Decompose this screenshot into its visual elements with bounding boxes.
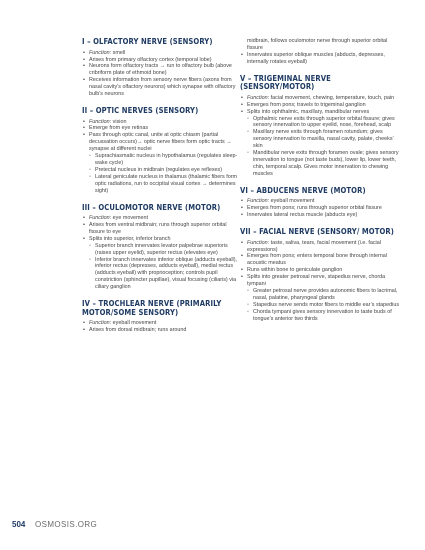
bullet-item [82, 63, 242, 77]
sub-bullet-item: ◦ Greater petrosal nerve provides autonomic fibers to lacrimal, nasal, palatine, pharyngeal glands [247, 288, 400, 302]
section-title: VII – FACIAL NERVE (SENSORY/ MOTOR) [240, 227, 394, 236]
sub-bullet-item: ◦ Maxillary nerve exits through foramen rotundum; gives sensory innervation to maxilla, nasal cavity, palate, cheeks’ skin [247, 129, 400, 150]
bullet-item [82, 215, 242, 222]
function-label: Function [247, 94, 268, 101]
bullet-text: Arises from ventral midbrain; runs through superior orbital fissure to eye [89, 222, 227, 235]
bullet-text: Receives information from sensory nerve fibers (axons from nasal cavity’s olfactory neurons) which synapse with olfactory bulb’s neurons [89, 77, 236, 98]
bullet-item [82, 50, 242, 57]
bullet-item [240, 212, 400, 219]
section [240, 187, 400, 219]
bullet-item [240, 109, 400, 178]
bullet-text: : facial movement, chewing, temperature, touch, pain [267, 94, 395, 101]
bullet-text: Splits into superior, inferior branch [89, 235, 171, 242]
bullet-list [240, 198, 400, 219]
left-column [82, 38, 242, 343]
section [82, 38, 242, 98]
section [82, 107, 242, 195]
bullet-text: Emerges from pons; enters temporal bone through internal acoustic meatus [247, 253, 387, 267]
bullet-text: : smell [109, 49, 126, 56]
bullet-item [82, 236, 242, 291]
bullet-text: Innervates lateral rectus muscle (abducts eye) [247, 212, 358, 219]
bullet-item [240, 52, 400, 66]
bullet-text: : taste, saliva, tears, facial movement (i.e. facial expressions) [247, 239, 381, 253]
bullet-list [240, 95, 400, 178]
sub-bullet-item: ◦ Mandibular nerve exits through foramen ovale; gives sensory innervation to tongue (not taste buds), lower lip, lower teeth, chin, temporal scalp. Gives motor innervation to chewing muscles [247, 150, 400, 178]
section-title: II – OPTIC NERVES (SENSORY) [82, 105, 199, 115]
bullet-list [240, 52, 400, 66]
function-label: Function [89, 320, 110, 327]
bullet-text: Runs within bone to geniculate ganglion [247, 267, 343, 274]
bullet-text: Splits into ophthalmic, maxillary, mandibular nerves [247, 108, 370, 115]
bullet-text: Emerges from pons; travels to trigeminal ganglion [247, 101, 366, 108]
section-title: V – TRIGEMINAL NERVE (SENSORY/MOTOR) [240, 73, 331, 92]
sub-bullet-list [89, 153, 242, 194]
bullet-list [82, 50, 242, 98]
bullet-list [82, 215, 242, 291]
bullet-item [240, 267, 400, 274]
bullet-text: Innervates superior oblique muscles (abducts, depresses, internally rotates eyeball) [247, 51, 385, 65]
sub-bullet-list [247, 288, 400, 323]
sub-bullet-item: ◦ Chorda tympani gives sensory innervation to taste buds of tongue’s anterior two thirds [247, 309, 400, 323]
sub-bullet-list [247, 116, 400, 178]
bullet-list [82, 320, 242, 334]
section [240, 38, 400, 66]
function-label: Function [247, 198, 268, 205]
bullet-text: Neurons form olfactory tracts → run to olfactory bulb (above cribriform plate of ethmoid bone) [89, 63, 232, 77]
section [240, 228, 400, 322]
bullet-item [82, 125, 242, 132]
bullet-item [82, 222, 242, 236]
bullet-text: Emerges from pons; runs through superior orbital fissure [247, 205, 382, 212]
page-number: 504 [12, 520, 26, 529]
sub-bullet-item: ◦ Stapedius nerve sends motor fibers to middle ear’s stapedius [247, 302, 400, 309]
bullet-text: : vision [109, 118, 127, 125]
section-title: III – OCULOMOTOR NERVE (MOTOR) [82, 202, 221, 212]
bullet-item [82, 77, 242, 98]
right-column [240, 38, 400, 331]
sub-bullet-item: ◦ Inferior branch innervates inferior oblique (adducts eyeball), inferior rectus (depresses, adducts eyeball), medial rectus (adducts eyeball) with proprioception; controls pupil constriction (sphincter pupillae), visual focusing (ciliaris) via ciliary ganglion [89, 257, 242, 292]
function-label: Function [89, 215, 110, 222]
function-label: Function [89, 49, 110, 56]
bullet-text: Emerge from eye retinas [89, 125, 149, 132]
section [240, 75, 400, 178]
bullet-text: Splits into greater petrosal nerve, stapedius nerve, chorda tympani [247, 274, 386, 288]
sub-bullet-item: ◦ Opthalmic nerve exits through superior orbital fissure; gives sensory innervation to upper eyelid, nose, forehead, scalp [247, 116, 400, 130]
function-label: Function [89, 118, 110, 125]
bullet-item [82, 57, 242, 64]
bullet-item [82, 119, 242, 126]
bullet-text: Pass through optic canal, unite at optic chiasm (partial decussation occurs)→ optic nerve fibers form optic tracts → synapse at different nuclei [89, 132, 232, 153]
bullet-item [240, 240, 400, 254]
section-title: IV – TROCHLEAR NERVE (PRIMARILY MOTOR/SOME SENSORY) [82, 299, 222, 317]
section-title: I – OLFACTORY NERVE (SENSORY) [82, 37, 213, 46]
sub-bullet-list [89, 243, 242, 291]
bullet-list [82, 119, 242, 195]
bullet-item [82, 327, 242, 334]
sub-bullet-item: ◦ Lateral geniculate nucleus in thalamus (thalamic fibers form optic radiations, run to occipital visual cortex → determines sight) [89, 174, 242, 195]
bullet-item [82, 132, 242, 194]
section [82, 204, 242, 292]
sub-bullet-item: ◦ Pretectal nucleus in midbrain (regulates eye reflexes) [89, 167, 242, 174]
bullet-text: : eyeball movement [109, 320, 157, 327]
bullet-item [240, 253, 400, 267]
site-name: OSMOSIS.ORG [35, 520, 98, 529]
bullet-text: Arises from dorsal midbrain; runs around [89, 327, 187, 334]
continued-text: midbrain, follows oculomotor nerve through superior orbital fissure [247, 38, 388, 51]
section-title: VI – ABDUCENS NERVE (MOTOR) [240, 185, 366, 195]
bullet-item [240, 95, 400, 102]
bullet-text: Arises from primary olfactory cortex (temporal lobe) [89, 56, 212, 63]
bullet-item [240, 198, 400, 205]
bullet-item [240, 205, 400, 212]
bullet-list [240, 240, 400, 323]
bullet-item [240, 102, 400, 109]
function-label: Function [247, 239, 268, 246]
sub-bullet-item: ◦ Superior branch innervates levator palpebrae superioris (raises upper eyelid), superior rectus (elevates eye) [89, 243, 242, 257]
bullet-item [82, 320, 242, 327]
bullet-text: : eyeball movement [267, 198, 315, 205]
bullet-item [240, 274, 400, 322]
section [82, 300, 242, 334]
bullet-text: : eye movement [109, 215, 149, 222]
sub-bullet-item: ◦ Suprachiasmatic nucleus in hypothalamus (regulates sleep-wake cycle) [89, 153, 242, 167]
